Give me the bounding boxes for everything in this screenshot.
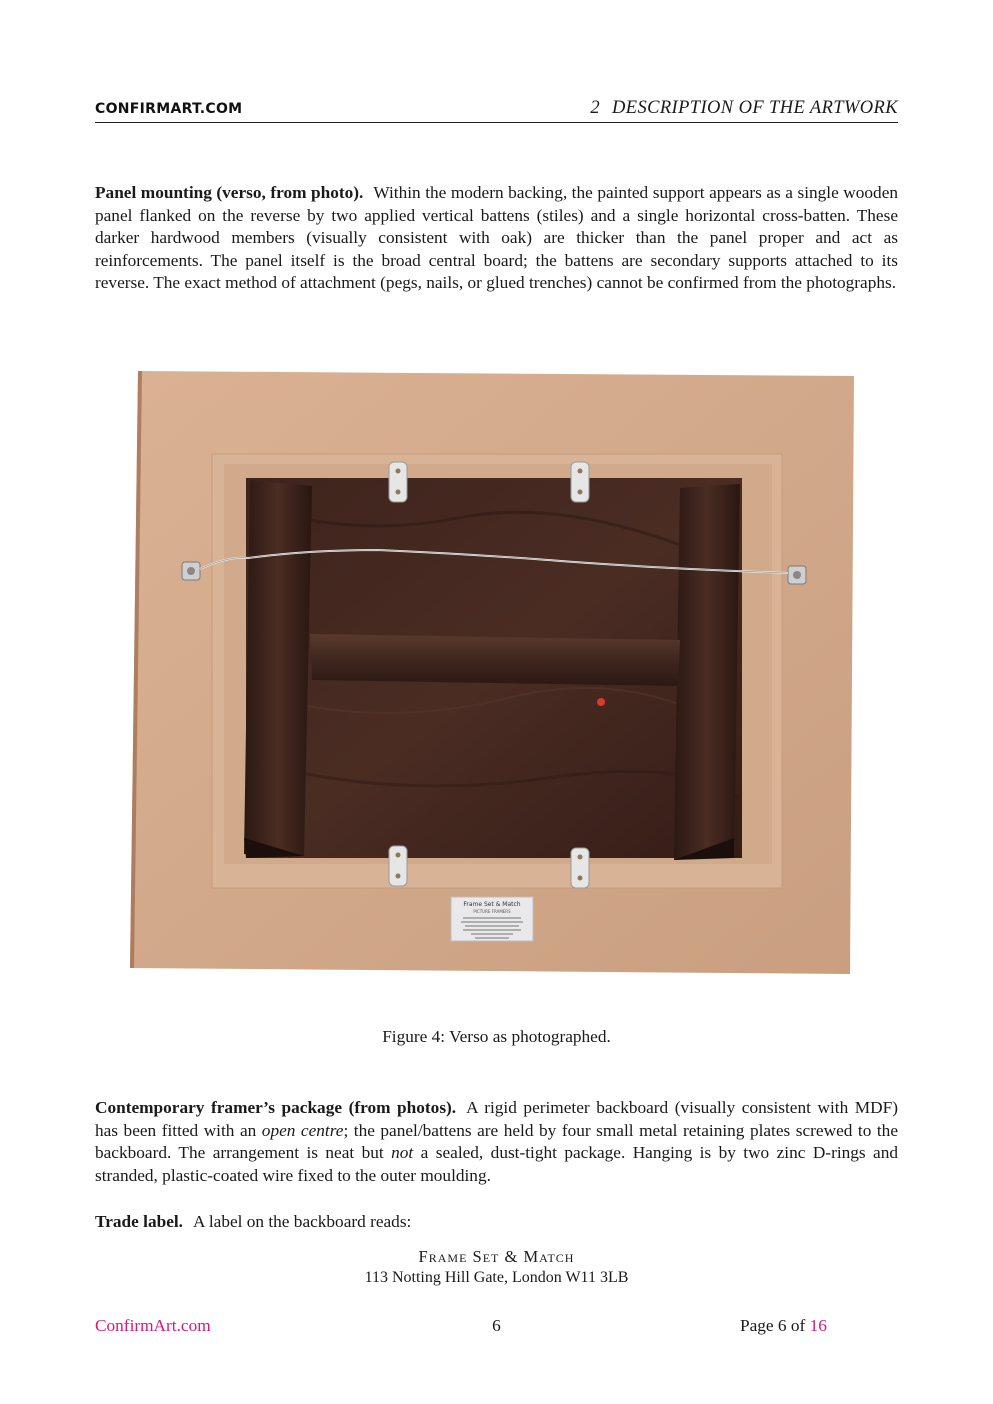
framer-package-emph-1: open centre <box>261 1120 344 1140</box>
section-number: 2 <box>590 98 600 118</box>
panel-mounting-heading: Panel mounting (verso, from photo). <box>95 183 364 202</box>
trade-label-text <box>0 1246 993 1288</box>
framer-name: Frame Set & Match <box>418 1247 575 1266</box>
sticker-subtitle: PICTURE FRAMERS <box>473 909 511 914</box>
framer-address: 113 Notting Hill Gate, London W11 3LB <box>364 1269 629 1286</box>
sticker-name: Frame Set & Match <box>463 901 521 908</box>
framer-package-body-1: A rigid perimeter backboard (visually consistent with MDF) has been fitted with an <box>95 1098 899 1140</box>
retaining-plate <box>389 462 407 502</box>
retaining-plate <box>571 848 589 888</box>
confirmart-logo: CONFIRMART.COM <box>95 101 243 117</box>
figure-caption: Figure 4: Verso as photographed. <box>382 1027 611 1046</box>
trade-label-heading: Trade label. <box>95 1212 184 1231</box>
right-batten <box>674 484 740 860</box>
page-header <box>95 98 898 123</box>
footer-page-count <box>740 1316 827 1336</box>
framer-package-body-2: ; the panel/battens are held by four small metal retaining plates screwed to the backboard. The arrangement is neat but <box>95 1120 898 1163</box>
retaining-plate <box>389 846 407 886</box>
retaining-plate <box>571 462 589 502</box>
framer-package-body-3: a sealed, dust-tight package. Hanging is by two zinc D-rings and stranded, plastic-coated wire fixed to the outer moulding. <box>95 1143 899 1185</box>
footer-page-number: 6 <box>492 1316 501 1335</box>
framer-package-emph-2: not <box>391 1143 414 1163</box>
trade-label-paragraph <box>95 1211 898 1234</box>
page-total-link[interactable]: 16 <box>809 1316 827 1335</box>
panel-mounting-paragraph <box>95 182 898 295</box>
left-batten <box>244 480 312 856</box>
cross-batten <box>310 634 680 686</box>
framer-package-heading: Contemporary framer’s package (from photos). <box>95 1098 457 1117</box>
trade-label-body: A label on the backboard reads: <box>193 1212 412 1231</box>
running-head <box>590 98 898 119</box>
verso-photo <box>128 368 856 976</box>
page-prefix: Page 6 of <box>740 1316 810 1335</box>
section-title: DESCRIPTION OF THE ARTWORK <box>611 98 898 118</box>
panel-mounting-body: Within the modern backing, the painted support appears as a single wooden panel flanked on the reverse by two applied vertical battens (stiles) and a single horizontal cross-batten. These darker hardwood members (visually consistent with oak) are thicker than the panel proper and act as reinforcements. The panel itself is the broad central board; the battens are secondary supports attached to its reverse. The exact method of attachment (pegs, nails, or glued trenches) cannot be confirmed from the photographs. <box>95 183 899 293</box>
footer-site-link[interactable]: ConfirmArt.com <box>95 1316 211 1335</box>
framer-package-paragraph <box>95 1097 898 1187</box>
